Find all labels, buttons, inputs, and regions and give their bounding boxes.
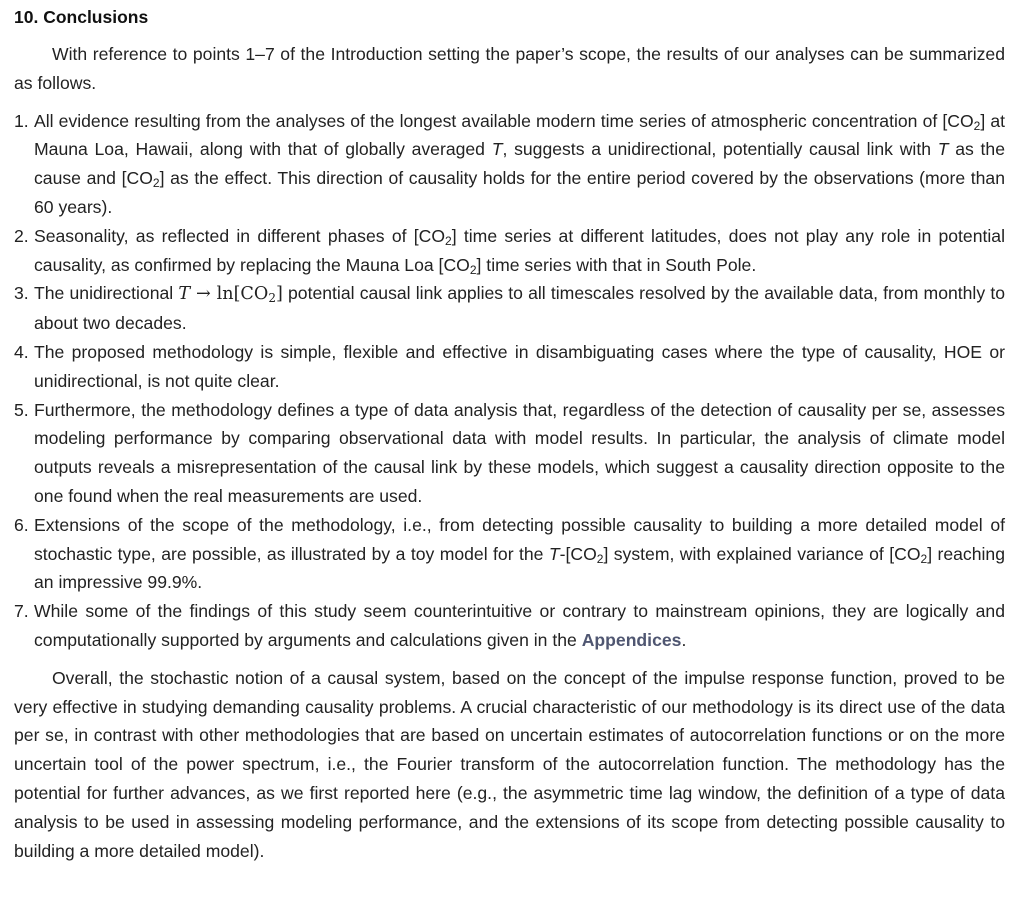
- text-run: The unidirectional: [34, 283, 179, 304]
- subscript: 2: [920, 551, 928, 566]
- text-run: Furthermore, the methodology defines a type of data analysis that, regardless of the detection of causality per se, assesses modeling performance by comparing observational data with model results. In particular, the analysis of climate model outputs reveals a misrepresentation of the causal link by these models, which suggest a causality direction opposite to the one found when the real measurements are used.: [34, 399, 1005, 506]
- subscript: 2: [596, 551, 604, 566]
- text-run: -[CO: [559, 543, 597, 564]
- text-run: All evidence resulting from the analyses of the longest available modern time series of atmospheric concentration of [CO: [34, 110, 974, 131]
- list-item: [14, 597, 1005, 655]
- text-run: .: [681, 629, 687, 650]
- list-item: [14, 396, 1005, 511]
- variable-t: T: [937, 139, 949, 160]
- text-run: ] as the effect. This direction of causality holds for the entire period covered by the observations (more than 60 years).: [34, 168, 1005, 217]
- text-run: ] at Mauna Loa, Hawaii, along with that of globally averaged: [34, 110, 1005, 160]
- list-number: 1.: [14, 110, 29, 131]
- variable-t: T: [548, 543, 560, 564]
- subscript: 2: [152, 176, 160, 191]
- list-number: 6.: [14, 514, 29, 535]
- intro-paragraph: With reference to points 1–7 of the Introduction setting the paper’s scope, the results of our analyses can be summarized as follows.: [14, 44, 1005, 93]
- text-run: as the cause and [CO: [34, 139, 1005, 189]
- subscript: 2: [469, 262, 477, 277]
- subscript: 2: [268, 291, 276, 306]
- list-number: 2.: [14, 225, 29, 246]
- math-bracket: ]: [275, 284, 283, 305]
- text-run: Extensions of the scope of the methodology, i.e., from detecting possible causality to building a more detailed model of stochastic type, are possible, as illustrated by a toy model for the: [34, 514, 1005, 564]
- text-run: ] reaching an impressive 99.9%.: [34, 543, 1005, 593]
- text-run: , suggests a unidirectional, potentially causal link with: [502, 139, 938, 160]
- math-arrow: →: [190, 284, 217, 305]
- list-number: 5.: [14, 399, 29, 420]
- list-item: [14, 279, 1005, 338]
- appendices-link[interactable]: Appendices: [581, 629, 682, 650]
- list-item: [14, 511, 1005, 597]
- text-run: ] time series at different latitudes, does not play any role in potential causality, as confirmed by replacing the Mauna Loa [CO: [34, 225, 1005, 275]
- math-variable-t: T: [178, 284, 191, 305]
- text-run: ] system, with explained variance of [CO: [603, 543, 921, 564]
- subscript: 2: [445, 233, 452, 248]
- list-number: 7.: [14, 601, 29, 622]
- list-item: [14, 107, 1005, 222]
- list-number: 3.: [14, 283, 29, 304]
- section-heading: 10. Conclusions: [14, 7, 149, 27]
- list-item: [14, 222, 1005, 280]
- text-run: potential causal link applies to all timescales resolved by the available data, from monthly to about two decades.: [34, 283, 1005, 334]
- text-run: While some of the findings of this study seem counterintuitive or contrary to mainstream opinions, they are logically and computationally supported by arguments and calculations given in the: [34, 601, 1005, 650]
- text-run: Seasonality, as reflected in different phases of [CO: [34, 225, 446, 246]
- conclusions-list: [14, 107, 1005, 655]
- text-run: ] time series with that in South Pole.: [476, 254, 757, 275]
- list-number: 4.: [14, 341, 29, 362]
- text-run: The proposed methodology is simple, flexible and effective in disambiguating cases where the type of causality, HOE or unidirectional, is not quite clear.: [34, 341, 1005, 391]
- overall-paragraph: Overall, the stochastic notion of a causal system, based on the concept of the impulse response function, proved to be very effective in studying demanding causality problems. A crucial characteristic of our methodology is its direct use of the data per se, in contrast with other methodologies that are based on uncertain estimates of autocorrelation functions or on the more uncertain tool of the power spectrum, i.e., the Fourier transform of the autocorrelation function. The methodology has the potential for further advances, as we first reported here (e.g., the asymmetric time lag window, the definition of a type of data analysis to be used in assessing modeling performance, and the extensions of its scope from detecting possible causality to building a more detailed model).: [14, 667, 1005, 861]
- subscript: 2: [973, 118, 981, 133]
- variable-t: T: [491, 139, 503, 160]
- math-ln-co2: ln[CO: [216, 284, 269, 305]
- list-item: [14, 338, 1005, 396]
